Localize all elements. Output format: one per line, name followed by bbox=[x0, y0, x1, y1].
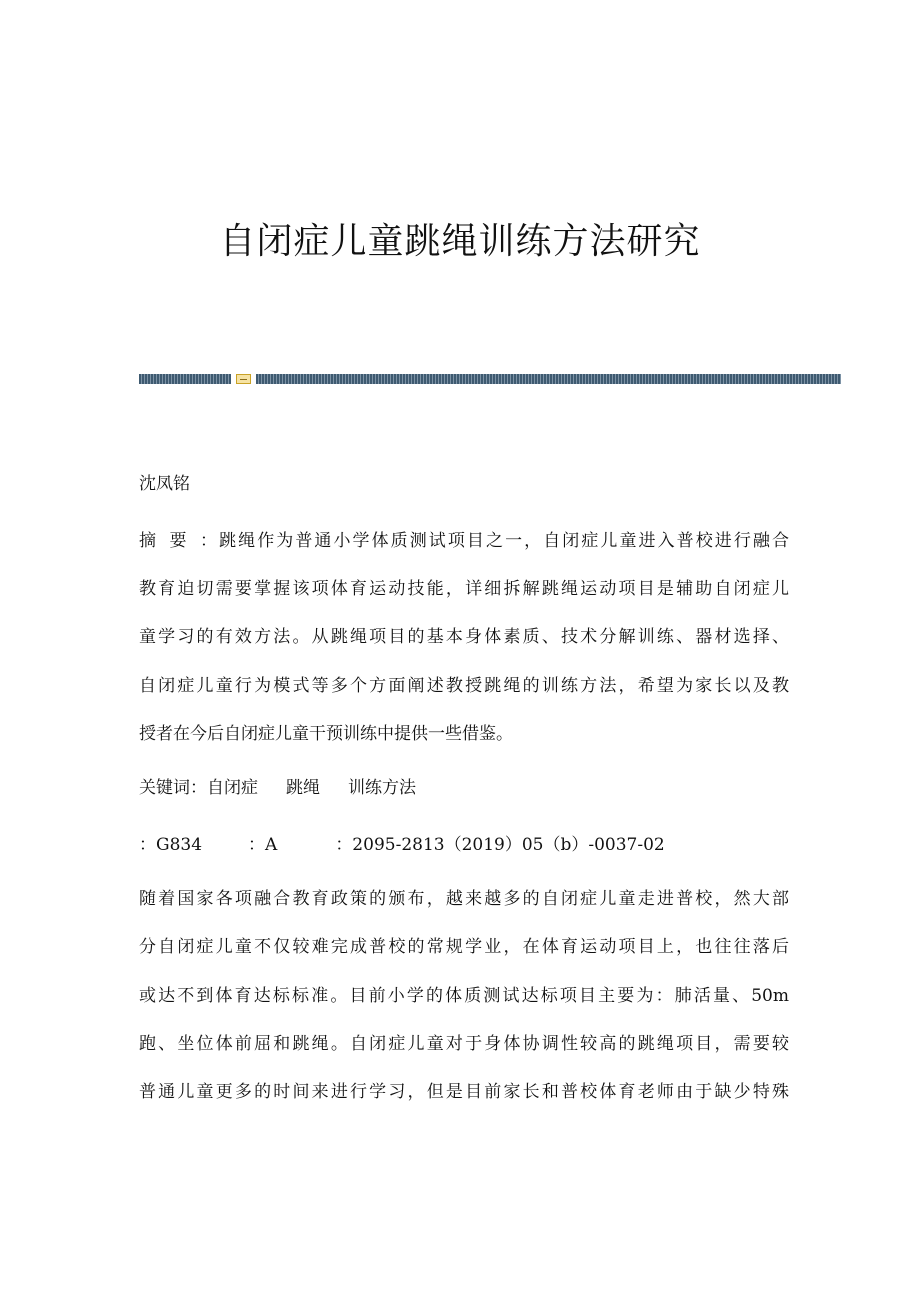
divider-bar-left bbox=[139, 374, 231, 384]
title-divider bbox=[139, 374, 841, 384]
classification-line bbox=[139, 833, 789, 857]
abstract-line: 教育迫切需要掌握该项体育运动技能，详细拆解跳绳运动项目是辅助自闭症儿 bbox=[139, 579, 789, 599]
body-line: 随着国家各项融合教育政策的颁布，越来越多的自闭症儿童走进普校，然大部 bbox=[139, 889, 789, 909]
body-line: 普通儿童更多的时间来进行学习，但是目前家长和普校体育老师由于缺少特殊 bbox=[139, 1082, 789, 1102]
author-name: 沈凤铭 bbox=[139, 474, 190, 494]
body-line: 或达不到体育达标标准。目前小学的体质测试达标项目主要为：肺活量、50m bbox=[139, 986, 789, 1006]
document-title: 自闭症儿童跳绳训练方法研究 bbox=[219, 221, 701, 262]
clc-number: ：G834 bbox=[139, 835, 203, 855]
divider-bar-right bbox=[256, 374, 841, 384]
keyword-item: 训练方法 bbox=[348, 778, 416, 798]
keywords-label: 关键词： bbox=[139, 778, 207, 798]
divider-ornament-icon bbox=[236, 374, 251, 384]
abstract-line: 童学习的有效方法。从跳绳项目的基本身体素质、技术分解训练、器材选择、 bbox=[139, 627, 789, 647]
body-line: 跑、坐位体前屈和跳绳。自闭症儿童对于身体协调性较高的跳绳项目，需要较 bbox=[139, 1034, 789, 1054]
article-id: ：2095-2813（2019）05（b）-0037-02 bbox=[335, 835, 665, 855]
abstract-line: 自闭症儿童行为模式等多个方面阐述教授跳绳的训练方法，希望为家长以及教 bbox=[139, 676, 789, 696]
abstract-label: 摘要： bbox=[139, 531, 217, 551]
abstract-line: 摘要：跳绳作为普通小学体质测试项目之一，自闭症儿童进入普校进行融合 bbox=[139, 531, 789, 551]
body-line: 分自闭症儿童不仅较难完成普校的常规学业，在体育运动项目上，也往往落后 bbox=[139, 937, 789, 957]
keyword-item: 跳绳 bbox=[286, 778, 320, 798]
abstract-line: 授者在今后自闭症儿童干预训练中提供一些借鉴。 bbox=[139, 724, 513, 744]
keyword-item: 自闭症 bbox=[207, 778, 258, 798]
keywords-line bbox=[139, 776, 789, 800]
document-code: ：A bbox=[248, 835, 278, 855]
